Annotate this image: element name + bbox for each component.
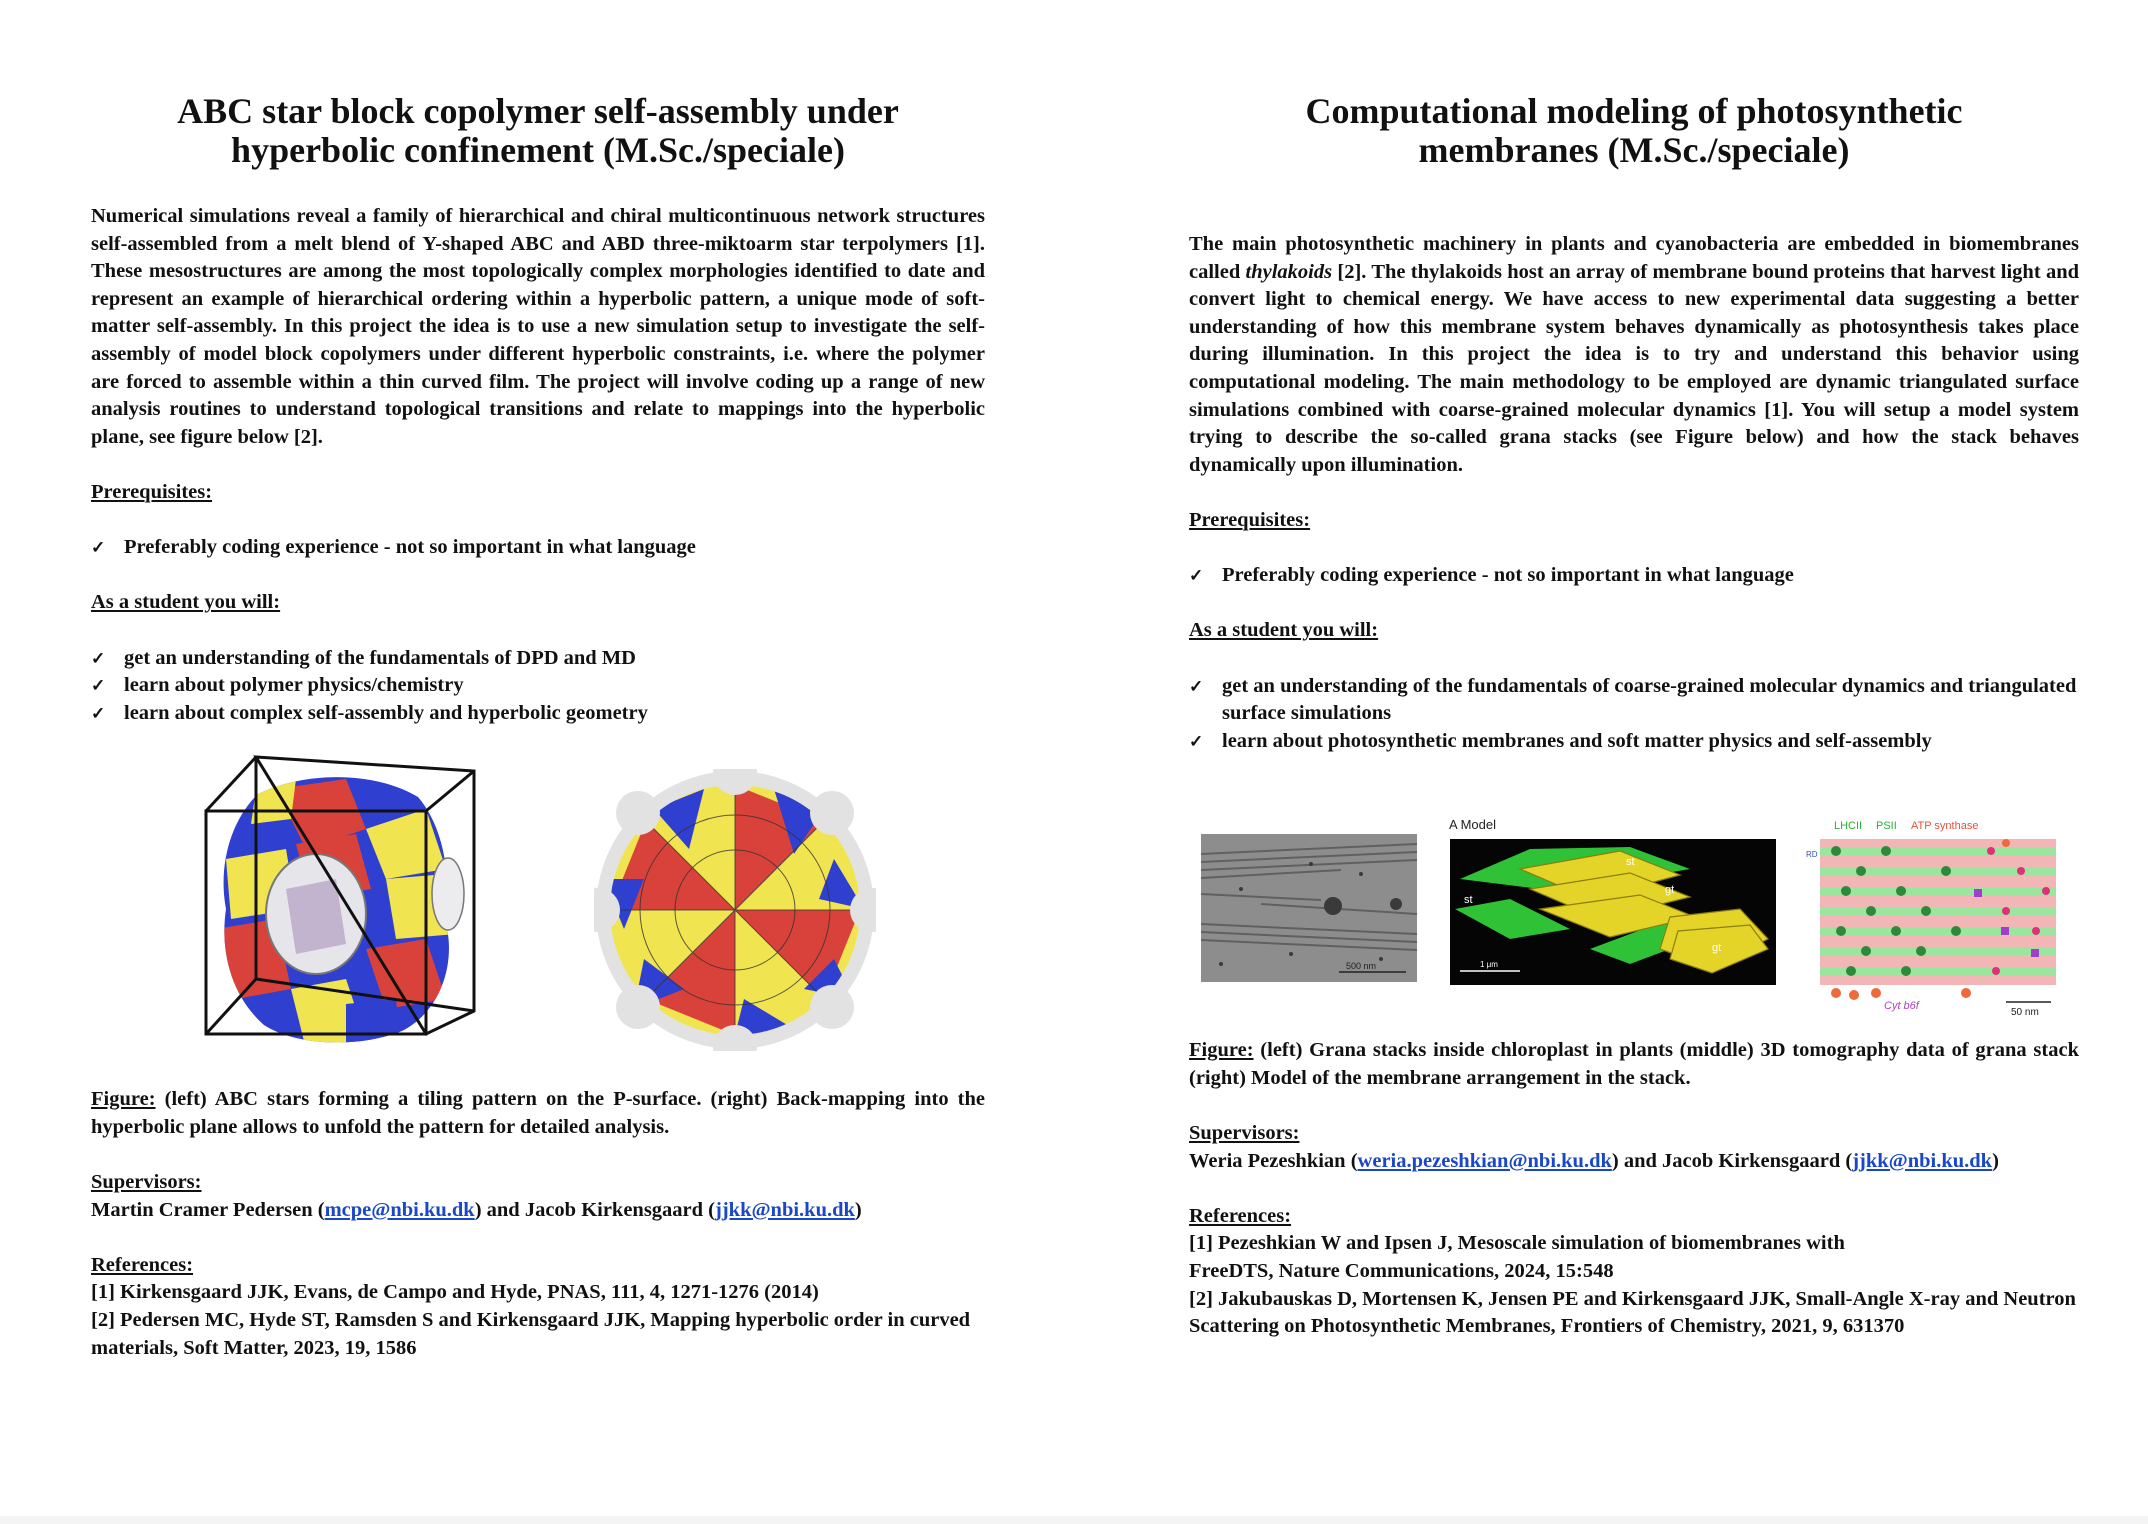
right-supervisors-heading: Supervisors: [1189, 1122, 1300, 1145]
tomo-scale-label: 1 μm [1480, 960, 1498, 970]
list-item: ✓ Preferably coding experience - not so important in what language [91, 534, 985, 562]
left-supervisors: Martin Cramer Pedersen (mcpe@nbi.ku.dk) and Jacob Kirkensgaard (jjkk@nbi.ku.dk) [91, 1198, 862, 1221]
email-link[interactable]: mcpe@nbi.ku.dk [324, 1198, 475, 1221]
right-prereq-heading: Prerequisites: [1189, 508, 1311, 531]
tomography-image [1450, 839, 1776, 985]
cyt-label: Cyt b6f [1884, 1000, 1919, 1013]
right-references-heading: References: [1189, 1204, 1292, 1227]
checkmark-icon: ✓ [91, 676, 106, 696]
psii-label: PSII [1876, 820, 1897, 833]
hyperbolic-disc-image [594, 769, 876, 1051]
right-ref-1a: [1] Pezeshkian W and Ipsen J, Mesoscale simulation of biomembranes with [1189, 1232, 1845, 1255]
membrane-model-image [1806, 817, 2062, 1017]
left-student-list [91, 645, 985, 728]
list-item: ✓ get an understanding of the fundamentals of DPD and MD [91, 645, 985, 673]
right-intro: The main photosynthetic machinery in plants and cyanobacteria are embedded in biomembranes called thylakoids [2]. The thylakoids host an array of membrane bound proteins that harvest light and convert light to chemical energy. We have access to new experimental data suggesting a better understanding of how this membrane system behaves dynamically as photosynthesis takes place during illumination. In this project the idea is to try and understand this behavior using computational modeling. The main methodology to be employed are dynamic triangulated surface simulations combined with coarse-grained molecular dynamics [1]. You will setup a model system trying to describe the so-called grana stacks (see Figure below) and how the stack behaves dynamically upon illumination. [1189, 233, 2079, 476]
left-ref-2: [2] Pedersen MC, Hyde ST, Ramsden S and Kirkensgaard JJK, Mapping hyperbolic order in curved materials, Soft Matter, 2023, 19, 1586 [91, 1309, 971, 1359]
checkmark-icon: ✓ [91, 648, 106, 668]
rd-label: RD [1806, 850, 1818, 860]
left-student-heading: As a student you will: [91, 591, 281, 614]
p-surface-image [196, 749, 486, 1049]
right-title-line2: membranes (M.Sc./speciale) [1418, 130, 1850, 170]
right-ref-2: [2] Jakubauskas D, Mortensen K, Jensen PE and Kirkensgaard JJK, Small-Angle X-ray and Neutron Scattering on Photosynthetic Membranes, Frontiers of Chemistry, 2021, 9, 631370 [1189, 1287, 2076, 1338]
checkmark-icon: ✓ [91, 538, 106, 558]
page-bottom-edge [0, 1516, 2148, 1524]
list-item: ✓ learn about photosynthetic membranes and soft matter physics and self-assembly [1189, 728, 2079, 756]
left-intro: Numerical simulations reveal a family of hierarchical and chiral multicontinuous network structures self-assembled from a melt blend of Y-shaped ABC and ABD three-miktoarm star terpolymers [1]. These mesostructures are among the most topologically complex morphologies identified to date and represent an example of hierarchical ordering within a hyperbolic pattern, a unique mode of soft-matter self-assembly. In this project the idea is to use a new simulation setup to investigate the self-assembly of model block copolymers under different hyperbolic constraints, i.e. where the polymer are forced to assemble within a thin curved film. The project will involve coding up a range of new analysis routines to understand topological transitions and relate to mappings into the hyperbolic plane, see figure below [2]. [91, 205, 985, 448]
email-link[interactable]: weria.pezeshkian@nbi.ku.dk [1357, 1149, 1612, 1172]
right-student-list [1189, 673, 2079, 756]
left-prereq-list [91, 534, 985, 562]
right-supervisors: Weria Pezeshkian (weria.pezeshkian@nbi.ku.dk) and Jacob Kirkensgaard (jjkk@nbi.ku.dk) [1189, 1149, 1999, 1172]
lhcii-label: LHCII [1834, 820, 1863, 833]
figure-label: Figure: [1189, 1039, 1254, 1062]
right-figure-caption: Figure: (left) Grana stacks inside chloroplast in plants (middle) 3D tomography data of grana stack (right) Model of the membrane arrangement in the stack. [1189, 1039, 2079, 1089]
left-figure [91, 741, 985, 1086]
checkmark-icon: ✓ [1189, 676, 1204, 696]
left-ref-1: [1] Kirkensgaard JJK, Evans, de Campo and Hyde, PNAS, 111, 4, 1271-1276 (2014) [91, 1281, 819, 1304]
checkmark-icon: ✓ [91, 703, 106, 723]
em-scale-label: 500 nm [1346, 961, 1377, 972]
left-title-line2: hyperbolic confinement (M.Sc./speciale) [231, 130, 845, 170]
tomo-model-label: A Model [1449, 817, 1496, 833]
left-supervisors-heading: Supervisors: [91, 1171, 202, 1194]
figure-label: Figure: [91, 1088, 156, 1111]
right-project [1189, 92, 2079, 1341]
tomo-st-label: st [1464, 894, 1473, 907]
tomo-gt-label: gt [1665, 884, 1675, 897]
right-student-heading: As a student you will: [1189, 619, 1379, 642]
left-title [91, 92, 985, 170]
email-link[interactable]: jjkk@nbi.ku.dk [715, 1198, 855, 1221]
right-ref-1b: FreeDTS, Nature Communications, 2024, 15:548 [1189, 1260, 1614, 1283]
left-project [91, 92, 985, 1362]
atp-label: ATP synthase [1911, 820, 1979, 833]
left-title-line1: ABC star block copolymer self-assembly under [177, 91, 899, 131]
list-item: ✓ learn about complex self-assembly and hyperbolic geometry [91, 700, 985, 728]
right-title [1189, 92, 2079, 170]
email-link[interactable]: jjkk@nbi.ku.dk [1852, 1149, 1993, 1172]
list-item: ✓ learn about polymer physics/chemistry [91, 672, 985, 700]
em-micrograph-image [1201, 834, 1417, 982]
tomo-st-label: st [1626, 856, 1635, 869]
checkmark-icon: ✓ [1189, 566, 1204, 586]
tomo-gt-label: gt [1712, 942, 1722, 955]
right-prereq-list [1189, 562, 2079, 590]
right-title-line1: Computational modeling of photosynthetic [1305, 91, 1963, 131]
checkmark-icon: ✓ [1189, 731, 1204, 751]
right-figure [1189, 755, 2079, 1037]
left-figure-caption: Figure: (left) ABC stars forming a tiling pattern on the P-surface. (right) Back-mapping into the hyperbolic plane allows to unfold the pattern for detailed analysis. [91, 1088, 985, 1138]
model-scale-label: 50 nm [2011, 1007, 2039, 1018]
list-item: ✓ Preferably coding experience - not so important in what language [1189, 562, 2079, 590]
left-prereq-heading: Prerequisites: [91, 480, 213, 503]
list-item: ✓ get an understanding of the fundamentals of coarse-grained molecular dynamics and triangulated surface simulations [1189, 674, 2077, 725]
left-references-heading: References: [91, 1253, 194, 1276]
